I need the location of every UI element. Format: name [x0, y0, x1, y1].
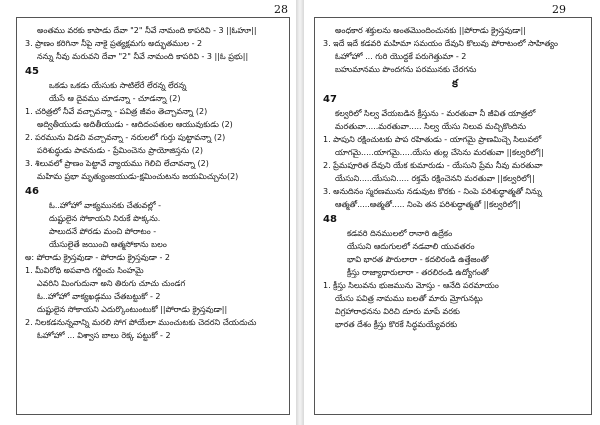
song-line: దుష్టులైన సోకాయని ఎదుర్కొంటుంటుకో ||పోరాడు క్రైస్తవుడా|| [37, 305, 228, 314]
song-line: 2. నిలకడనున్నవాన్ని మరలి సోగ పోయేలా ముంచుటకు చెదరని చేయదుచు [25, 318, 257, 327]
left-page-number: 28 [274, 3, 288, 16]
song-line: విగ్రహారాధనను విరిచి దూరు మాపే వరకు [335, 307, 460, 316]
song-line: నన్ను నీవు మరువని దేవా "2" నీవే నామంది కాపరివి - 3 ||ఓ ప్రభు|| [37, 52, 249, 61]
song-line: యాగమై.....యాగమై.....యేసు తుల్ల చేసెను మరతువా ||కల్వరిలో|| [335, 148, 544, 157]
song-line: అద్వితీయుడు అదితీయుడు - ఆదిదంపతుల ఆయువుకుడు (2) [37, 120, 233, 129]
song-line: ఓహోహో ... విశ్వాస బాలు రెక్క పట్టుకో - 2 [37, 331, 171, 340]
song-line: భావి భారత పౌరులారా - కదలిరండి ఉత్తేజంతో [347, 255, 489, 264]
song-line: భారత దేశం క్రీస్తు కొరకే సిద్ధమయ్యేవరకు [335, 320, 458, 329]
song-line: 2. పరమును విడచి వచ్చావన్నా - నరులలో గుర్తు పుట్టావన్నా (2) [25, 133, 226, 142]
song-line: ఎవరిని మింగుదునా అని తిరుగు చూచు చుండగ [37, 279, 186, 288]
song-line: 1. చరిత్రలో నీవే వచ్చావన్నా - పవిత్ర జీవం తెచ్చావన్నా (2) [25, 107, 208, 116]
song-line: బహుమానము పొందగను పరమునకు చేరగను [335, 65, 477, 74]
song-line: 1. మీవిరోధి అపవాది గర్జించు సింహమై [25, 266, 144, 275]
song-number-heading: 46 [25, 186, 39, 197]
song-line: ఓ..హోహో వాక్యఖడ్గము చేతబట్టుకో - 2 [37, 292, 161, 301]
song-line: ఓహోహో ... గురి యొద్దకే పరుగెత్తుమా - 2 [335, 52, 467, 61]
song-line: 3. అనుదినం స్మరణమును నడువుట కొరకు - నింపె పరిశుద్ధాత్మతో నిన్ను [323, 187, 542, 196]
song-line: ఓ..హోహో వాక్యమునకు చేతువల్లో - [49, 201, 162, 210]
section-letter-heading: క [452, 77, 458, 90]
song-line: 3. శిలువలో ప్రాణం పెట్టావే న్యాయము గెలిచి లేచావన్నా (2) [25, 159, 209, 168]
right-page-number: 29 [552, 3, 566, 16]
song-line: యేసుని ఆదుగులలో నడవాలి యువతరం [347, 242, 475, 251]
song-line: కడవరి దినములలో రానారి ఉద్రేకం [347, 229, 453, 238]
song-line: ఒకడు ఒకడు యేసుకు సాటిలేరే లేరన్న లేరన్న [49, 81, 187, 90]
song-line: అ: పోరాడు క్రైస్తవుడా - పోరాడు క్రైస్తవుడా - 2 [25, 253, 171, 262]
song-line: క్రీస్తు రాజ్యాధారులారా - తరలిరండి ఉద్యోగంతో [347, 268, 489, 277]
song-line: పరిశుద్ధుడు పావనుడు - ప్రేమించెను ప్రాయోజిస్తను (2) [37, 146, 204, 155]
song-line: అంతము వరకు కాపాడు దేవా "2" నీవే నామంది కాపరివి - 3 ||ఓహూ|| [37, 26, 257, 35]
song-line: యేసుని.....యేసుని..... రక్తమే రక్షించెనని మరతువా ||కల్వరిలో|| [335, 174, 535, 183]
song-line: 2. ప్రేమపూరిత దేవుని యేక కుమారుడు - యేసుని ప్రేమ నీవు మరతువా [323, 161, 543, 170]
song-line: కల్వరిలో సిల్వ వేయబడిన క్రీస్తును - మరతువా నీ జీవిత యాత్రలో [335, 109, 536, 118]
song-line: మహిమ ప్రభా మృత్యుంజయుడు-క్షమించుటను జయమిచ్చును(2) [37, 172, 239, 181]
song-number-heading: 45 [25, 66, 39, 77]
left-page [0, 0, 296, 425]
song-line: పాలుదనే పోరడు మంచి పోరాటం - [49, 227, 157, 236]
right-page-content [323, 24, 587, 331]
song-line: యేసులైతే జయించి ఆత్మసోకాను బలం [49, 240, 167, 249]
left-page-content [25, 24, 285, 342]
song-line: మరతువా.....మరతువా..... సిల్వ యేసు నిలువ మచ్చికొందిను [335, 122, 527, 131]
song-number-heading: 48 [323, 214, 337, 225]
song-line: ఆత్మతో.....ఆత్మతో..... నింపె తన పరిశుద్ధాత్మతో ||కల్వరిలో|| [335, 200, 521, 209]
song-line: దుష్టులైన సోకాయని నిరుకే పొక్కను. [49, 214, 161, 223]
song-line: యేసే ఆ దైవము చూడన్నా - చూడన్నా (2) [49, 94, 181, 103]
song-number-heading: 47 [323, 94, 337, 105]
left-page-frame [16, 17, 290, 415]
song-line: 1. క్రీస్తు సిలువను భుజమును మోస్తు - ఆనేది పరమాయం [323, 281, 499, 290]
song-line: అంధకార శక్తులను అంతమొందించునకు ||పోరాడు క్రైస్తవుడా|| [335, 26, 526, 35]
song-line: 3. ఇదే ఇదే కడవరి మహిమా సమయం దేవుని కొలువు పోరాటంలో సాహిత్యం [323, 39, 558, 48]
song-line: 3. ప్రాణం కరిగినా నీపై నాకై ప్రత్యక్షమగు అద్భుతముల - 2 [25, 39, 203, 48]
song-line: యేసు పవిత్ర నామము బలతో మారు మ్రోగునట్లు [335, 294, 483, 303]
book-gutter [296, 0, 304, 425]
song-line: 1. పాపుని రక్షించుటకు పాప రహితుడు - యాగమై ప్రాణమిచ్చె సిలువలో [323, 135, 542, 144]
right-page-frame [314, 17, 592, 415]
right-page [304, 0, 600, 425]
